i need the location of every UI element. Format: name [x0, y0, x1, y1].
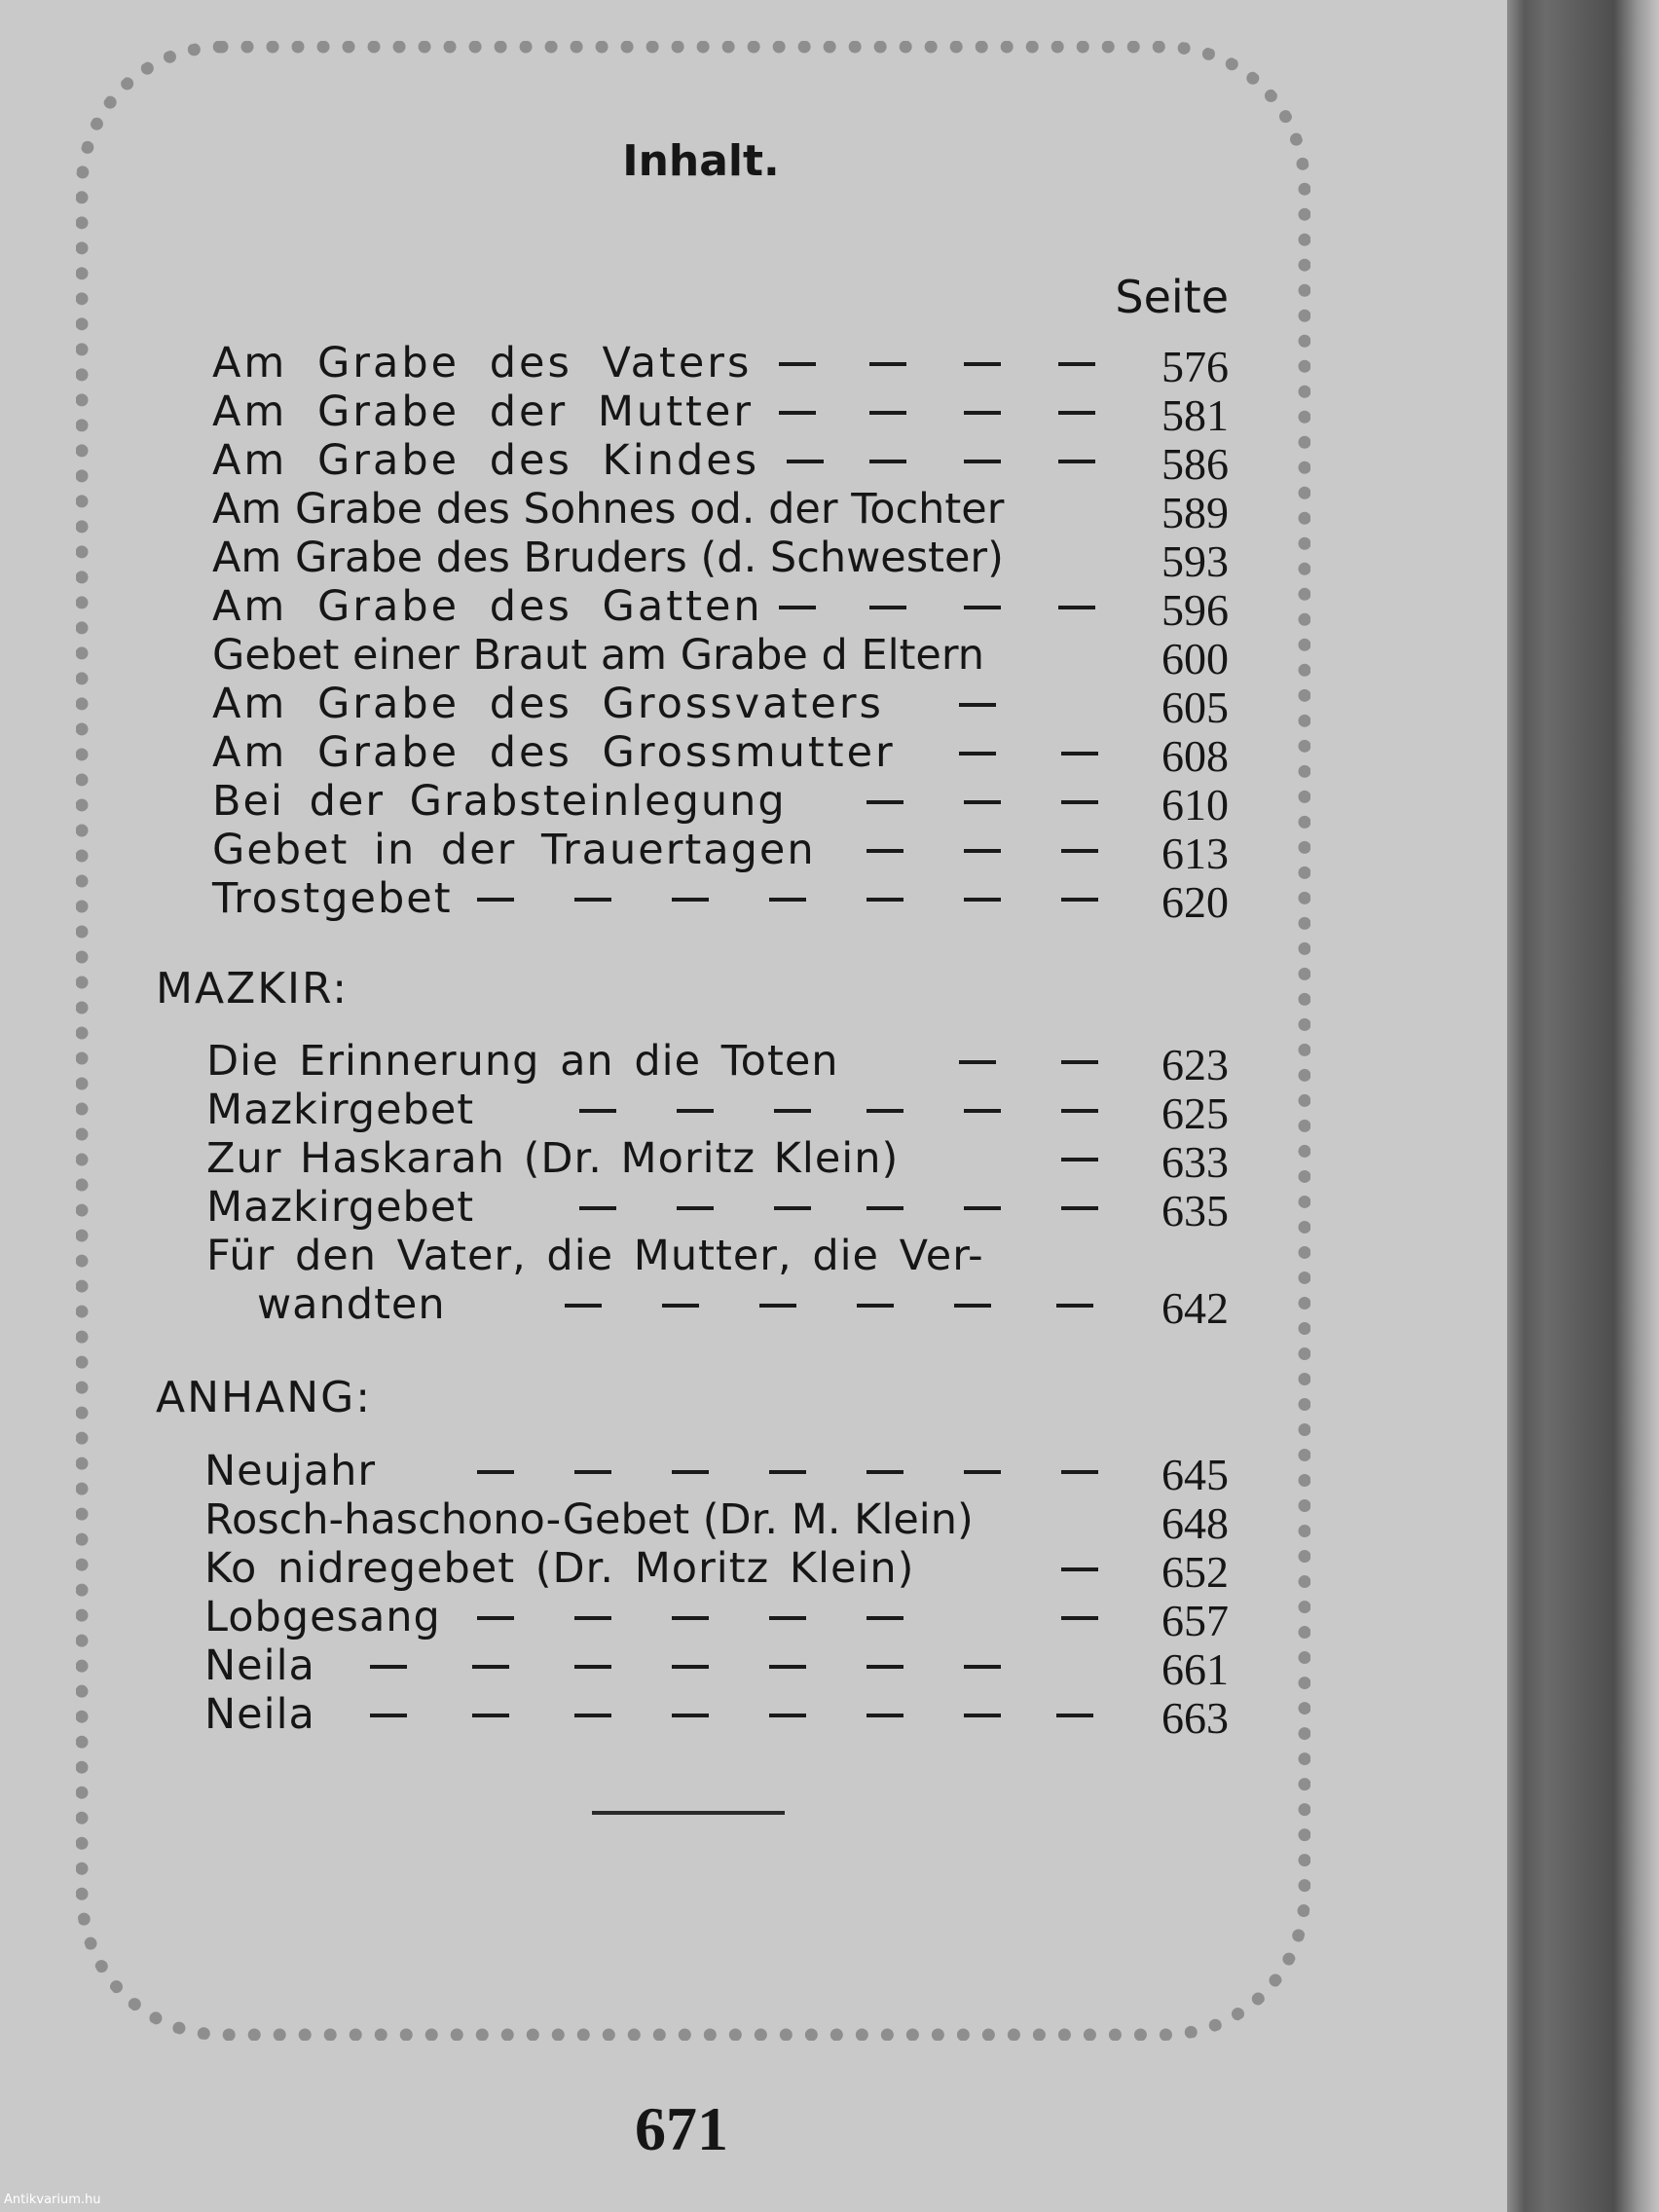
toc-entry: [0, 387, 1266, 440]
leader-dash: [769, 898, 806, 902]
toc-entry-page: 625: [1161, 1088, 1229, 1138]
leader-dash: [579, 1109, 616, 1113]
leader-dash: [866, 849, 903, 853]
leader-dash: [964, 1714, 1001, 1717]
toc-entry-page: 642: [1161, 1283, 1229, 1333]
leader-dash: [1061, 1206, 1098, 1210]
leader-dash: [869, 606, 906, 609]
toc-entry-page: 608: [1161, 731, 1229, 781]
leader-dash: [1056, 1304, 1093, 1308]
leader-dash: [779, 362, 816, 366]
toc-entry: [0, 534, 1266, 586]
leader-dash: [779, 606, 816, 609]
leader-dash: [1061, 1470, 1098, 1474]
leader-dash: [672, 1470, 709, 1474]
toc-entry-page: 605: [1161, 682, 1229, 732]
toc-entry: [0, 1280, 1266, 1333]
leader-dash: [866, 800, 903, 804]
toc-entry-title: Am Grabe des Bruders (d. Schwester): [212, 534, 1004, 582]
toc-entry: [0, 874, 1266, 927]
book-spine: [1507, 0, 1659, 2212]
leader-dash: [954, 1304, 991, 1308]
leader-dash: [964, 411, 1001, 415]
toc-entry-page: 661: [1161, 1644, 1229, 1694]
toc-entry-page: 586: [1161, 439, 1229, 489]
leader-dash: [787, 460, 824, 463]
leader-dash: [370, 1714, 407, 1717]
leader-dash: [672, 898, 709, 902]
leader-dash: [672, 1665, 709, 1669]
leader-dash: [964, 362, 1001, 366]
leader-dash: [1056, 1714, 1093, 1717]
leader-dash: [964, 849, 1001, 853]
leader-dash: [477, 898, 514, 902]
leader-dash: [964, 460, 1001, 463]
leader-dash: [866, 1665, 903, 1669]
leader-dash: [477, 1470, 514, 1474]
toc-entry: [0, 631, 1266, 683]
page-title: Inhalt.: [622, 136, 780, 186]
leader-dash: [774, 1206, 811, 1210]
toc-entry-page: 613: [1161, 829, 1229, 878]
leader-dash: [574, 1470, 611, 1474]
toc-entry-title: Mazkirgebet: [206, 1086, 475, 1134]
leader-dash: [1061, 1109, 1098, 1113]
leader-dash: [472, 1714, 509, 1717]
toc-entry-title: wandten: [257, 1280, 446, 1329]
toc-entry-title: Am Grabe des Vaters: [212, 339, 753, 387]
leader-dash: [1061, 898, 1098, 902]
toc-entry-title: Neila: [204, 1690, 315, 1739]
leader-dash: [1061, 1567, 1098, 1571]
toc-entry: [0, 1495, 1266, 1548]
leader-dash: [477, 1616, 514, 1620]
toc-entry-page: 645: [1161, 1450, 1229, 1499]
leader-dash: [672, 1714, 709, 1717]
leader-dash: [869, 411, 906, 415]
leader-dash: [662, 1304, 699, 1308]
toc-entry: [0, 728, 1266, 781]
toc-entry-title: Für den Vater, die Mutter, die Ver-: [206, 1232, 984, 1280]
leader-dash: [1058, 606, 1095, 609]
leader-dash: [1061, 1060, 1098, 1064]
toc-entry: [0, 1232, 1266, 1280]
leader-dash: [869, 460, 906, 463]
leader-dash: [769, 1616, 806, 1620]
toc-entry-title: Zur Haskarah (Dr. Moritz Klein): [206, 1134, 900, 1183]
toc-entry-title: Neila: [204, 1641, 315, 1690]
toc-entry-page: 663: [1161, 1693, 1229, 1743]
leader-dash: [370, 1665, 407, 1669]
toc-entry-title: Am Grabe des Kindes: [212, 436, 760, 485]
leader-dash: [866, 1714, 903, 1717]
leader-dash: [769, 1665, 806, 1669]
toc-entry-page: 600: [1161, 634, 1229, 683]
leader-dash: [1061, 1158, 1098, 1161]
leader-dash: [1061, 800, 1098, 804]
leader-dash: [866, 898, 903, 902]
leader-dash: [964, 606, 1001, 609]
toc-entry-page: 593: [1161, 536, 1229, 586]
section-heading-mazkir: MAZKIR:: [156, 964, 350, 1014]
toc-entry-page: 648: [1161, 1498, 1229, 1548]
toc-entry-page: 581: [1161, 390, 1229, 440]
leader-dash: [774, 1109, 811, 1113]
leader-dash: [1061, 1616, 1098, 1620]
leader-dash: [964, 1109, 1001, 1113]
toc-entry-page: 620: [1161, 877, 1229, 927]
toc-entry: [0, 777, 1266, 830]
leader-dash: [964, 1206, 1001, 1210]
leader-dash: [759, 1304, 796, 1308]
toc-entry-title: Bei der Grabsteinlegung: [212, 777, 787, 826]
toc-entry-title: Gebet in der Trauertagen: [212, 826, 816, 874]
leader-dash: [964, 800, 1001, 804]
toc-entry-title: Rosch-haschono-Gebet (Dr. M. Klein): [204, 1495, 974, 1544]
leader-dash: [964, 898, 1001, 902]
end-rule: [592, 1811, 785, 1815]
toc-entry: [0, 1593, 1266, 1645]
toc-entry: [0, 680, 1266, 732]
leader-dash: [1058, 411, 1095, 415]
toc-entry: [0, 826, 1266, 878]
page-column-header: Seite: [1115, 271, 1229, 323]
leader-dash: [866, 1616, 903, 1620]
leader-dash: [866, 1206, 903, 1210]
leader-dash: [964, 1470, 1001, 1474]
toc-entry-title: Lobgesang: [204, 1593, 441, 1641]
toc-entry-title: Ko nidregebet (Dr. Moritz Klein): [204, 1544, 915, 1593]
leader-dash: [579, 1206, 616, 1210]
leader-dash: [866, 1470, 903, 1474]
leader-dash: [672, 1616, 709, 1620]
toc-entry-title: Trostgebet: [212, 874, 453, 923]
toc-entry: [0, 1037, 1266, 1089]
toc-entry-page: 610: [1161, 780, 1229, 830]
watermark-text: Antikvarium.hu: [4, 2193, 101, 2207]
leader-dash: [964, 1665, 1001, 1669]
leader-dash: [866, 1109, 903, 1113]
toc-entry-page: 589: [1161, 488, 1229, 537]
toc-entry-title: Gebet einer Braut am Grabe d Eltern: [212, 631, 985, 680]
toc-entry-title: Am Grabe der Mutter: [212, 387, 755, 436]
leader-dash: [677, 1109, 714, 1113]
section-heading-anhang: ANHANG:: [156, 1373, 373, 1422]
leader-dash: [869, 362, 906, 366]
toc-entry: [0, 436, 1266, 489]
toc-entry: [0, 1544, 1266, 1597]
leader-dash: [779, 411, 816, 415]
leader-dash: [1058, 362, 1095, 366]
toc-entry: [0, 1641, 1266, 1694]
toc-entry-title: Am Grabe des Grossvaters: [212, 680, 884, 728]
toc-entry-page: 657: [1161, 1596, 1229, 1645]
toc-entry: [0, 1086, 1266, 1138]
leader-dash: [574, 898, 611, 902]
leader-dash: [574, 1616, 611, 1620]
toc-entry-title: Am Grabe des Grossmutter: [212, 728, 896, 777]
leader-dash: [857, 1304, 894, 1308]
leader-dash: [959, 1060, 996, 1064]
toc-entry: [0, 582, 1266, 635]
toc-entry-page: 623: [1161, 1040, 1229, 1089]
toc-entry: [0, 1183, 1266, 1235]
leader-dash: [959, 703, 996, 707]
toc-entry: [0, 485, 1266, 537]
leader-dash: [565, 1304, 602, 1308]
toc-entry-page: 633: [1161, 1137, 1229, 1187]
toc-entry-page: 652: [1161, 1547, 1229, 1597]
leader-dash: [574, 1714, 611, 1717]
toc-entry: [0, 1690, 1266, 1743]
leader-dash: [769, 1470, 806, 1474]
leader-dash: [574, 1665, 611, 1669]
leader-dash: [769, 1714, 806, 1717]
toc-entry-page: 576: [1161, 342, 1229, 391]
leader-dash: [959, 752, 996, 756]
toc-entry-page: 635: [1161, 1186, 1229, 1235]
toc-entry: [0, 1134, 1266, 1187]
toc-entry-title: Die Erinnerung an die Toten: [206, 1037, 839, 1086]
toc-entry-title: Mazkirgebet: [206, 1183, 475, 1232]
leader-dash: [1061, 849, 1098, 853]
leader-dash: [1058, 460, 1095, 463]
toc-entry-page: 596: [1161, 585, 1229, 635]
toc-entry-title: Neujahr: [204, 1447, 377, 1495]
toc-entry-title: Am Grabe des Sohnes od. der Tochter: [212, 485, 1005, 534]
leader-dash: [472, 1665, 509, 1669]
leader-dash: [1061, 752, 1098, 756]
toc-entry: [0, 1447, 1266, 1499]
page-number: 671: [635, 2094, 728, 2163]
leader-dash: [677, 1206, 714, 1210]
toc-entry: [0, 339, 1266, 391]
toc-entry-title: Am Grabe des Gatten: [212, 582, 763, 631]
